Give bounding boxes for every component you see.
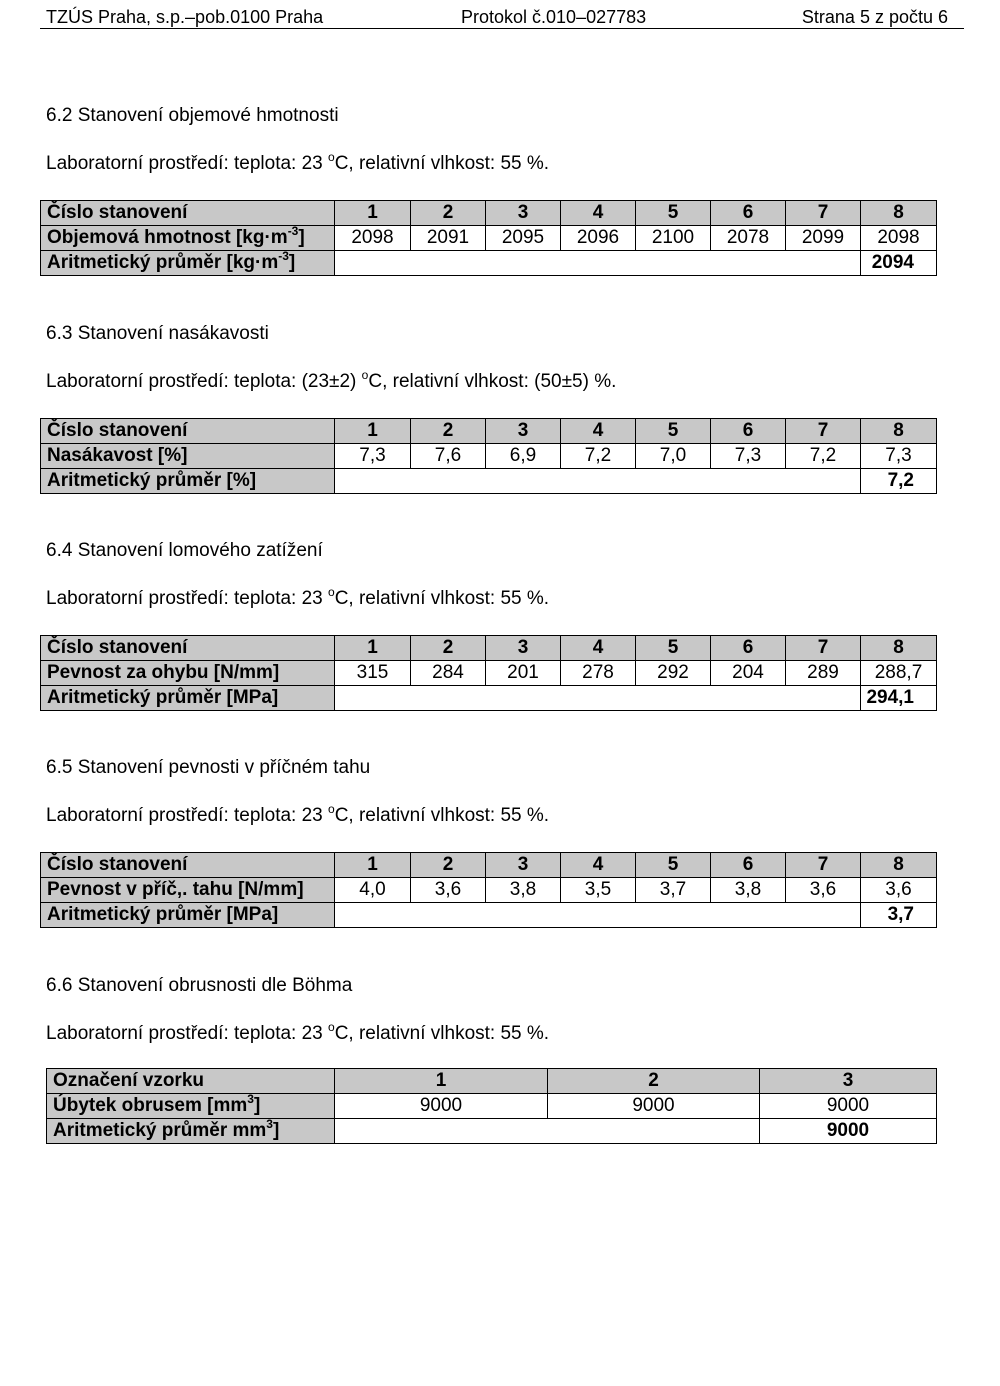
lab-conditions-6-5: Laboratorní prostředí: teplota: 23 $^o$C, relativní vlhkost: 55 %. bbox=[46, 802, 550, 826]
table-cell: 3,7 bbox=[636, 878, 711, 903]
table-cell: 7,2 bbox=[561, 444, 636, 469]
table-cell: 2078 bbox=[711, 226, 786, 251]
average-value: 3,7 bbox=[861, 903, 937, 928]
column-header: 8 bbox=[861, 201, 937, 226]
average-value: 2094 bbox=[861, 251, 937, 276]
average-row bbox=[41, 686, 937, 711]
column-header: 5 bbox=[636, 853, 711, 878]
table-row bbox=[47, 1094, 937, 1119]
average-value: 7,2 bbox=[861, 469, 937, 494]
column-header: 5 bbox=[636, 636, 711, 661]
flexural-load-table bbox=[40, 635, 937, 711]
column-header: 7 bbox=[786, 636, 861, 661]
column-header: 6 bbox=[711, 853, 786, 878]
table-cell: 2099 bbox=[786, 226, 861, 251]
average-row bbox=[41, 251, 937, 276]
table-cell: 7,6 bbox=[411, 444, 486, 469]
column-header: 6 bbox=[711, 201, 786, 226]
column-header: 8 bbox=[861, 853, 937, 878]
table-cell: 3,8 bbox=[711, 878, 786, 903]
section-title-6-3: 6.3 Stanovení nasákavosti bbox=[46, 323, 269, 344]
column-header: 3 bbox=[486, 201, 561, 226]
row-label: Aritmetický průměr $[kg\cdot m^{-3}]$ bbox=[41, 251, 335, 276]
column-header: 3 bbox=[486, 853, 561, 878]
lab-conditions-6-6: Laboratorní prostředí: teplota: 23 $^o$C, relativní vlhkost: 55 %. bbox=[46, 1020, 550, 1044]
column-header: 2 bbox=[411, 853, 486, 878]
average-row bbox=[47, 1119, 937, 1144]
table-header-row bbox=[47, 1069, 937, 1094]
table-cell: 3,6 bbox=[411, 878, 486, 903]
row-label: Pevnost v příč,. tahu [N/mm] bbox=[41, 878, 335, 903]
table-cell: 3,6 bbox=[861, 878, 937, 903]
average-value: 9000 bbox=[760, 1119, 937, 1144]
table-cell: 3,8 bbox=[486, 878, 561, 903]
table-cell: 2098 bbox=[335, 226, 411, 251]
column-header: 8 bbox=[861, 636, 937, 661]
column-header: 4 bbox=[561, 853, 636, 878]
table-cell: 9000 bbox=[760, 1094, 937, 1119]
table-cell: 9000 bbox=[548, 1094, 760, 1119]
table-header-row bbox=[41, 419, 937, 444]
table-cell: 278 bbox=[561, 661, 636, 686]
column-header: 2 bbox=[411, 201, 486, 226]
column-header: 2 bbox=[411, 636, 486, 661]
page-header bbox=[40, 6, 964, 29]
empty-cell bbox=[335, 469, 861, 494]
column-header: 7 bbox=[786, 419, 861, 444]
column-header: 5 bbox=[636, 419, 711, 444]
lab-conditions-6-2: Laboratorní prostředí: teplota: 23 $^o$C, relativní vlhkost: 55 %. bbox=[46, 150, 550, 174]
table-cell: 289 bbox=[786, 661, 861, 686]
column-header: 5 bbox=[636, 201, 711, 226]
column-header: 4 bbox=[561, 419, 636, 444]
row-label: Objemová hmotnost $[kg\cdot m^{-3}]$ bbox=[41, 226, 335, 251]
header-page-number: Strana 5 z počtu 6 bbox=[801, 7, 948, 27]
section-title-6-5: 6.5 Stanovení pevnosti v příčném tahu bbox=[46, 757, 371, 778]
lab-conditions-6-3: Laboratorní prostředí: teplota: (23±2) $^o$C, relativní vlhkost: (50±5) %. bbox=[46, 368, 617, 392]
row-label: Aritmetický průměr [MPa] bbox=[41, 686, 335, 711]
column-header: 2 bbox=[411, 419, 486, 444]
table-row bbox=[41, 444, 937, 469]
header-label: Číslo stanovení bbox=[41, 419, 335, 444]
column-header: 6 bbox=[711, 419, 786, 444]
row-label: Pevnost za ohybu [N/mm] bbox=[41, 661, 335, 686]
row-label: Úbytek obrusem $[mm^3]$ bbox=[47, 1094, 335, 1119]
column-header: 4 bbox=[561, 201, 636, 226]
header-label: Číslo stanovení bbox=[41, 636, 335, 661]
table-row bbox=[41, 661, 937, 686]
table-header-row bbox=[41, 636, 937, 661]
column-header: 1 bbox=[335, 636, 411, 661]
table-cell: 3,5 bbox=[561, 878, 636, 903]
column-header: 1 bbox=[335, 1069, 548, 1094]
header-label: Číslo stanovení bbox=[41, 201, 335, 226]
table-cell: 2095 bbox=[486, 226, 561, 251]
table-cell: 7,0 bbox=[636, 444, 711, 469]
row-label: Nasákavost [%] bbox=[41, 444, 335, 469]
table-header-row bbox=[41, 853, 937, 878]
table-cell: 4,0 bbox=[335, 878, 411, 903]
table-cell: 7,2 bbox=[786, 444, 861, 469]
column-header: 4 bbox=[561, 636, 636, 661]
table-cell: 2091 bbox=[411, 226, 486, 251]
section-title-6-6: 6.6 Stanovení obrusnosti dle Böhma bbox=[46, 975, 353, 996]
header-organization: TZÚS Praha, s.p.–pob.0100 Praha bbox=[46, 7, 324, 27]
section-title-6-2: 6.2 Stanovení objemové hmotnosti bbox=[46, 105, 339, 126]
table-cell: 9000 bbox=[335, 1094, 548, 1119]
column-header: 1 bbox=[335, 419, 411, 444]
table-cell: 288,7 bbox=[861, 661, 937, 686]
header-label: Označení vzorku bbox=[47, 1069, 335, 1094]
average-value: 294,1 bbox=[861, 686, 937, 711]
table-cell: 2098 bbox=[861, 226, 937, 251]
table-row bbox=[41, 226, 937, 251]
header-label: Číslo stanovení bbox=[41, 853, 335, 878]
density-table bbox=[40, 200, 937, 276]
table-cell: 2100 bbox=[636, 226, 711, 251]
table-cell: 7,3 bbox=[335, 444, 411, 469]
column-header: 1 bbox=[335, 853, 411, 878]
water-absorption-table bbox=[40, 418, 937, 494]
table-cell: 201 bbox=[486, 661, 561, 686]
table-cell: 2096 bbox=[561, 226, 636, 251]
table-cell: 3,6 bbox=[786, 878, 861, 903]
column-header: 3 bbox=[486, 419, 561, 444]
table-cell: 6,9 bbox=[486, 444, 561, 469]
abrasion-table bbox=[46, 1068, 937, 1144]
column-header: 1 bbox=[335, 201, 411, 226]
average-row bbox=[41, 469, 937, 494]
table-cell: 315 bbox=[335, 661, 411, 686]
section-title-6-4: 6.4 Stanovení lomového zatížení bbox=[46, 540, 323, 561]
table-header-row bbox=[41, 201, 937, 226]
table-cell: 7,3 bbox=[711, 444, 786, 469]
column-header: 3 bbox=[486, 636, 561, 661]
empty-cell bbox=[335, 1119, 760, 1144]
row-label: Aritmetický průměr $mm^3$] bbox=[47, 1119, 335, 1144]
transverse-tensile-table bbox=[40, 852, 937, 928]
column-header: 7 bbox=[786, 853, 861, 878]
column-header: 2 bbox=[548, 1069, 760, 1094]
empty-cell bbox=[335, 903, 861, 928]
table-row bbox=[41, 878, 937, 903]
table-cell: 7,3 bbox=[861, 444, 937, 469]
column-header: 8 bbox=[861, 419, 937, 444]
row-label: Aritmetický průměr [%] bbox=[41, 469, 335, 494]
table-cell: 284 bbox=[411, 661, 486, 686]
column-header: 3 bbox=[760, 1069, 937, 1094]
lab-conditions-6-4: Laboratorní prostředí: teplota: 23 $^o$C, relativní vlhkost: 55 %. bbox=[46, 585, 550, 609]
empty-cell bbox=[335, 686, 861, 711]
column-header: 6 bbox=[711, 636, 786, 661]
header-protocol-number: Protokol č.010–027783 bbox=[461, 7, 647, 27]
row-label: Aritmetický průměr [MPa] bbox=[41, 903, 335, 928]
table-cell: 204 bbox=[711, 661, 786, 686]
empty-cell bbox=[335, 251, 861, 276]
column-header: 7 bbox=[786, 201, 861, 226]
table-cell: 292 bbox=[636, 661, 711, 686]
average-row bbox=[41, 903, 937, 928]
